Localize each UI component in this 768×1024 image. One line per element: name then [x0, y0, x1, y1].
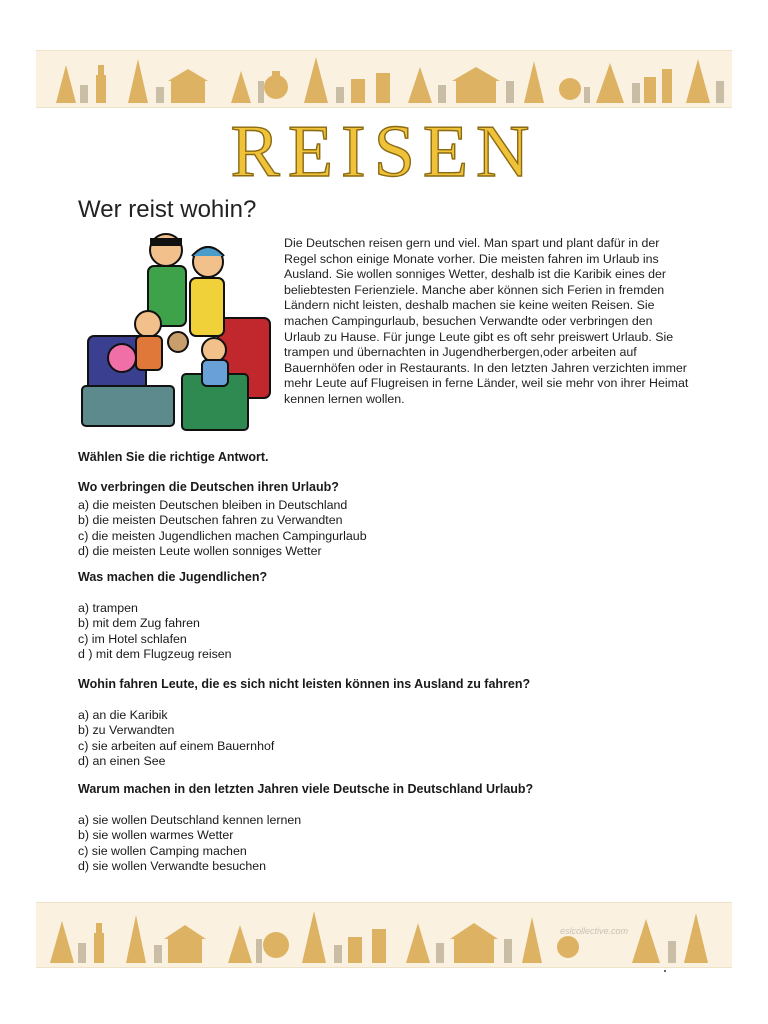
- answer-option: b) die meisten Deutschen fahren zu Verwandten: [78, 513, 343, 528]
- answer-option: b) mit dem Zug fahren: [78, 616, 200, 631]
- answer-option: c) sie arbeiten auf einem Bauernhof: [78, 738, 275, 753]
- top-landmarks-banner: [36, 50, 732, 108]
- answer-option: c) die meisten Jugendlichen machen Campingurlaub: [78, 528, 367, 543]
- page-mark: [664, 970, 666, 972]
- question-text: Warum machen in den letzten Jahren viele Deutsche in Deutschland Urlaub?: [78, 782, 534, 796]
- section-heading: Wer reist wohin?: [78, 196, 257, 223]
- instruction-text: Wählen Sie die richtige Antwort.: [78, 450, 269, 464]
- answer-option: a) an die Karibik: [78, 708, 168, 722]
- landmarks-pattern-icon: [36, 51, 732, 107]
- answer-option: a) trampen: [78, 601, 138, 615]
- answer-option: b) sie wollen warmes Wetter: [78, 828, 234, 843]
- question-block: [78, 570, 698, 663]
- intro-paragraph: Die Deutschen reisen gern und viel. Man spart und plant dafür in der Regel schon einige Monate vorher. Die meisten fahren im Urlaub ins Ausland. Sie wollen sonniges Wetter, deshalb ist die Karibik eines der beliebtesten Ferienziele. Manche aber können sich Ferien in fremden Ländern nicht leisten, deshalb machen sie keine weiten Reisen. Sie machen Campingurlaub, besuchen Verwandte oder verbringen den Urlaub zu Hause. Für junge Leute gibt es oft sehr preiswert Urlaub. Sie trampen und übernachten in Jugendherbergen,oder arbeiten auf Bauernhöfen oder in Restaurants. In den letzten Jahren verzichten immer mehr Leute auf Flugreisen in ferne Länder, weil sie mehr von ihrer Heimat kennen lernen wollen.: [284, 236, 689, 406]
- watermark: eslcollective.com: [560, 926, 629, 936]
- question-block: [78, 677, 698, 770]
- answer-option: d) die meisten Leute wollen sonniges Wetter: [78, 544, 322, 559]
- answer-options: [78, 708, 698, 770]
- question-block: [78, 782, 698, 875]
- answer-option: c) sie wollen Camping machen: [78, 843, 247, 858]
- answer-option: d) sie wollen Verwandte besuchen: [78, 859, 267, 874]
- answer-option: d ) mit dem Flugzeug reisen: [78, 647, 232, 662]
- answer-option: d) an einen See: [78, 754, 166, 769]
- answer-options: [78, 813, 698, 875]
- family-with-luggage-illustration: [78, 228, 274, 434]
- answer-option: c) im Hotel schlafen: [78, 631, 187, 646]
- answer-option: a) die meisten Deutschen bleiben in Deutschland: [78, 498, 348, 512]
- question-text: Was machen die Jugendlichen?: [78, 570, 268, 584]
- page-title: REISEN: [230, 111, 538, 193]
- question-text: Wohin fahren Leute, die es sich nicht leisten können ins Ausland zu fahren?: [78, 677, 531, 691]
- question-block: [78, 480, 698, 560]
- answer-options: [78, 601, 698, 663]
- answer-option: a) sie wollen Deutschland kennen lernen: [78, 813, 302, 827]
- answer-options: [78, 498, 698, 560]
- answer-option: b) zu Verwandten: [78, 723, 175, 738]
- question-text: Wo verbringen die Deutschen ihren Urlaub?: [78, 480, 339, 494]
